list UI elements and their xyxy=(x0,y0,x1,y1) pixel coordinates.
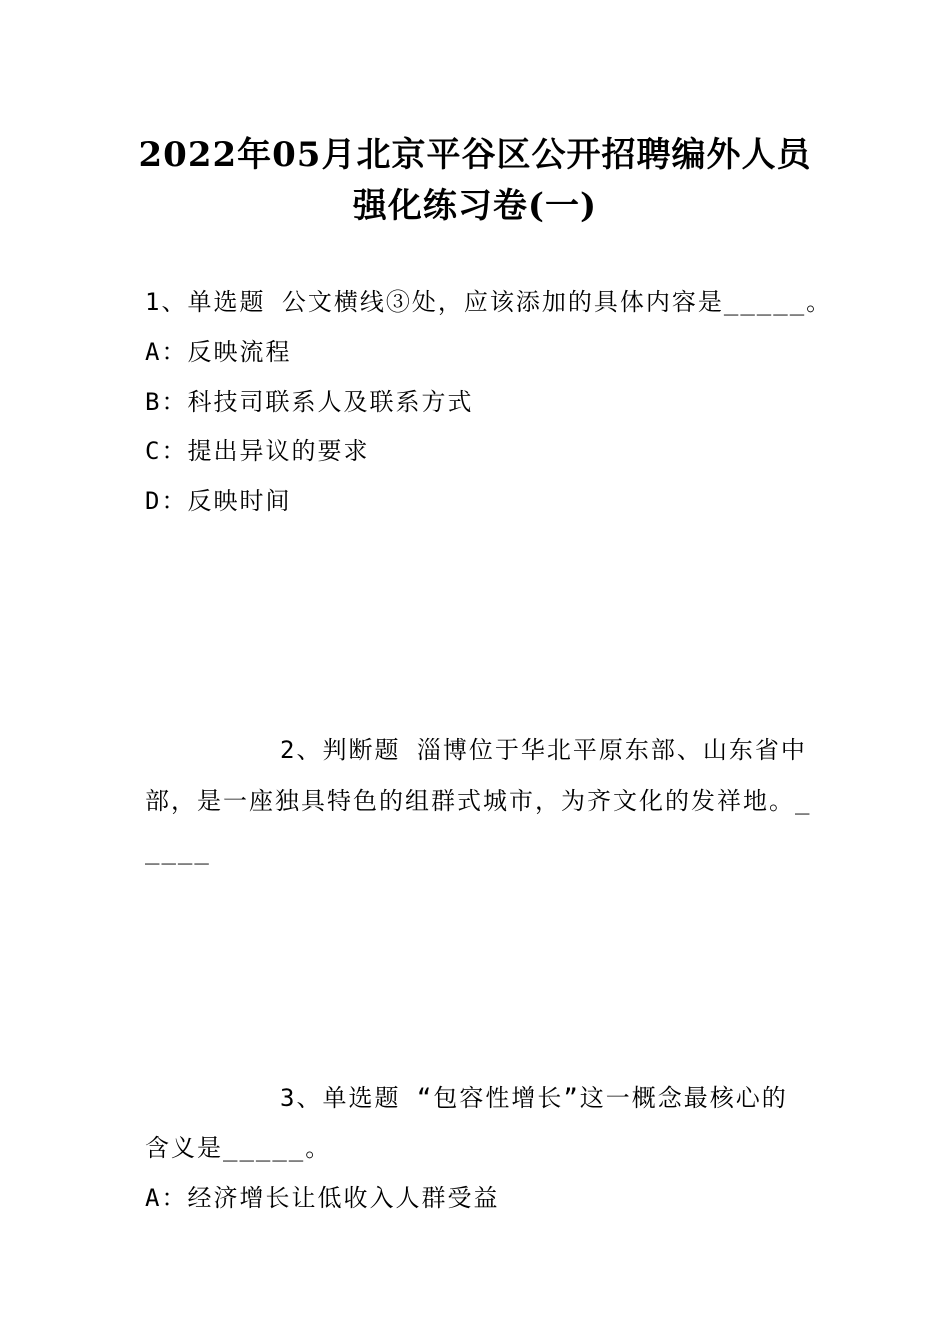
question-1-option-a: A：反映流程 xyxy=(145,338,292,366)
question-1-option-b: B：科技司联系人及联系方式 xyxy=(145,388,474,416)
question-3-stem-line-1: 3、单选题 “包容性增长”这一概念最核心的 xyxy=(280,1084,788,1112)
document-title-line-1: 2022年05月北京平谷区公开招聘编外人员 xyxy=(138,135,812,175)
question-2-stem-line-1: 2、判断题 淄博位于华北平原东部、山东省中 xyxy=(280,736,807,764)
question-2-stem-line-2: 部，是一座独具特色的组群式城市，为齐文化的发祥地。_ xyxy=(145,787,812,815)
question-1-option-d: D：反映时间 xyxy=(145,487,292,515)
question-3-stem-line-2: 含义是_____。 xyxy=(145,1134,332,1162)
question-1-option-c: C：提出异议的要求 xyxy=(145,437,370,465)
question-2-stem-line-3: ____ xyxy=(145,837,211,865)
question-1-stem: 1、单选题 公文横线③处，应该添加的具体内容是_____。 xyxy=(145,288,833,316)
question-3-option-a: A：经济增长让低收入人群受益 xyxy=(145,1184,500,1212)
document-title-line-2: 强化练习卷(一) xyxy=(352,186,598,226)
